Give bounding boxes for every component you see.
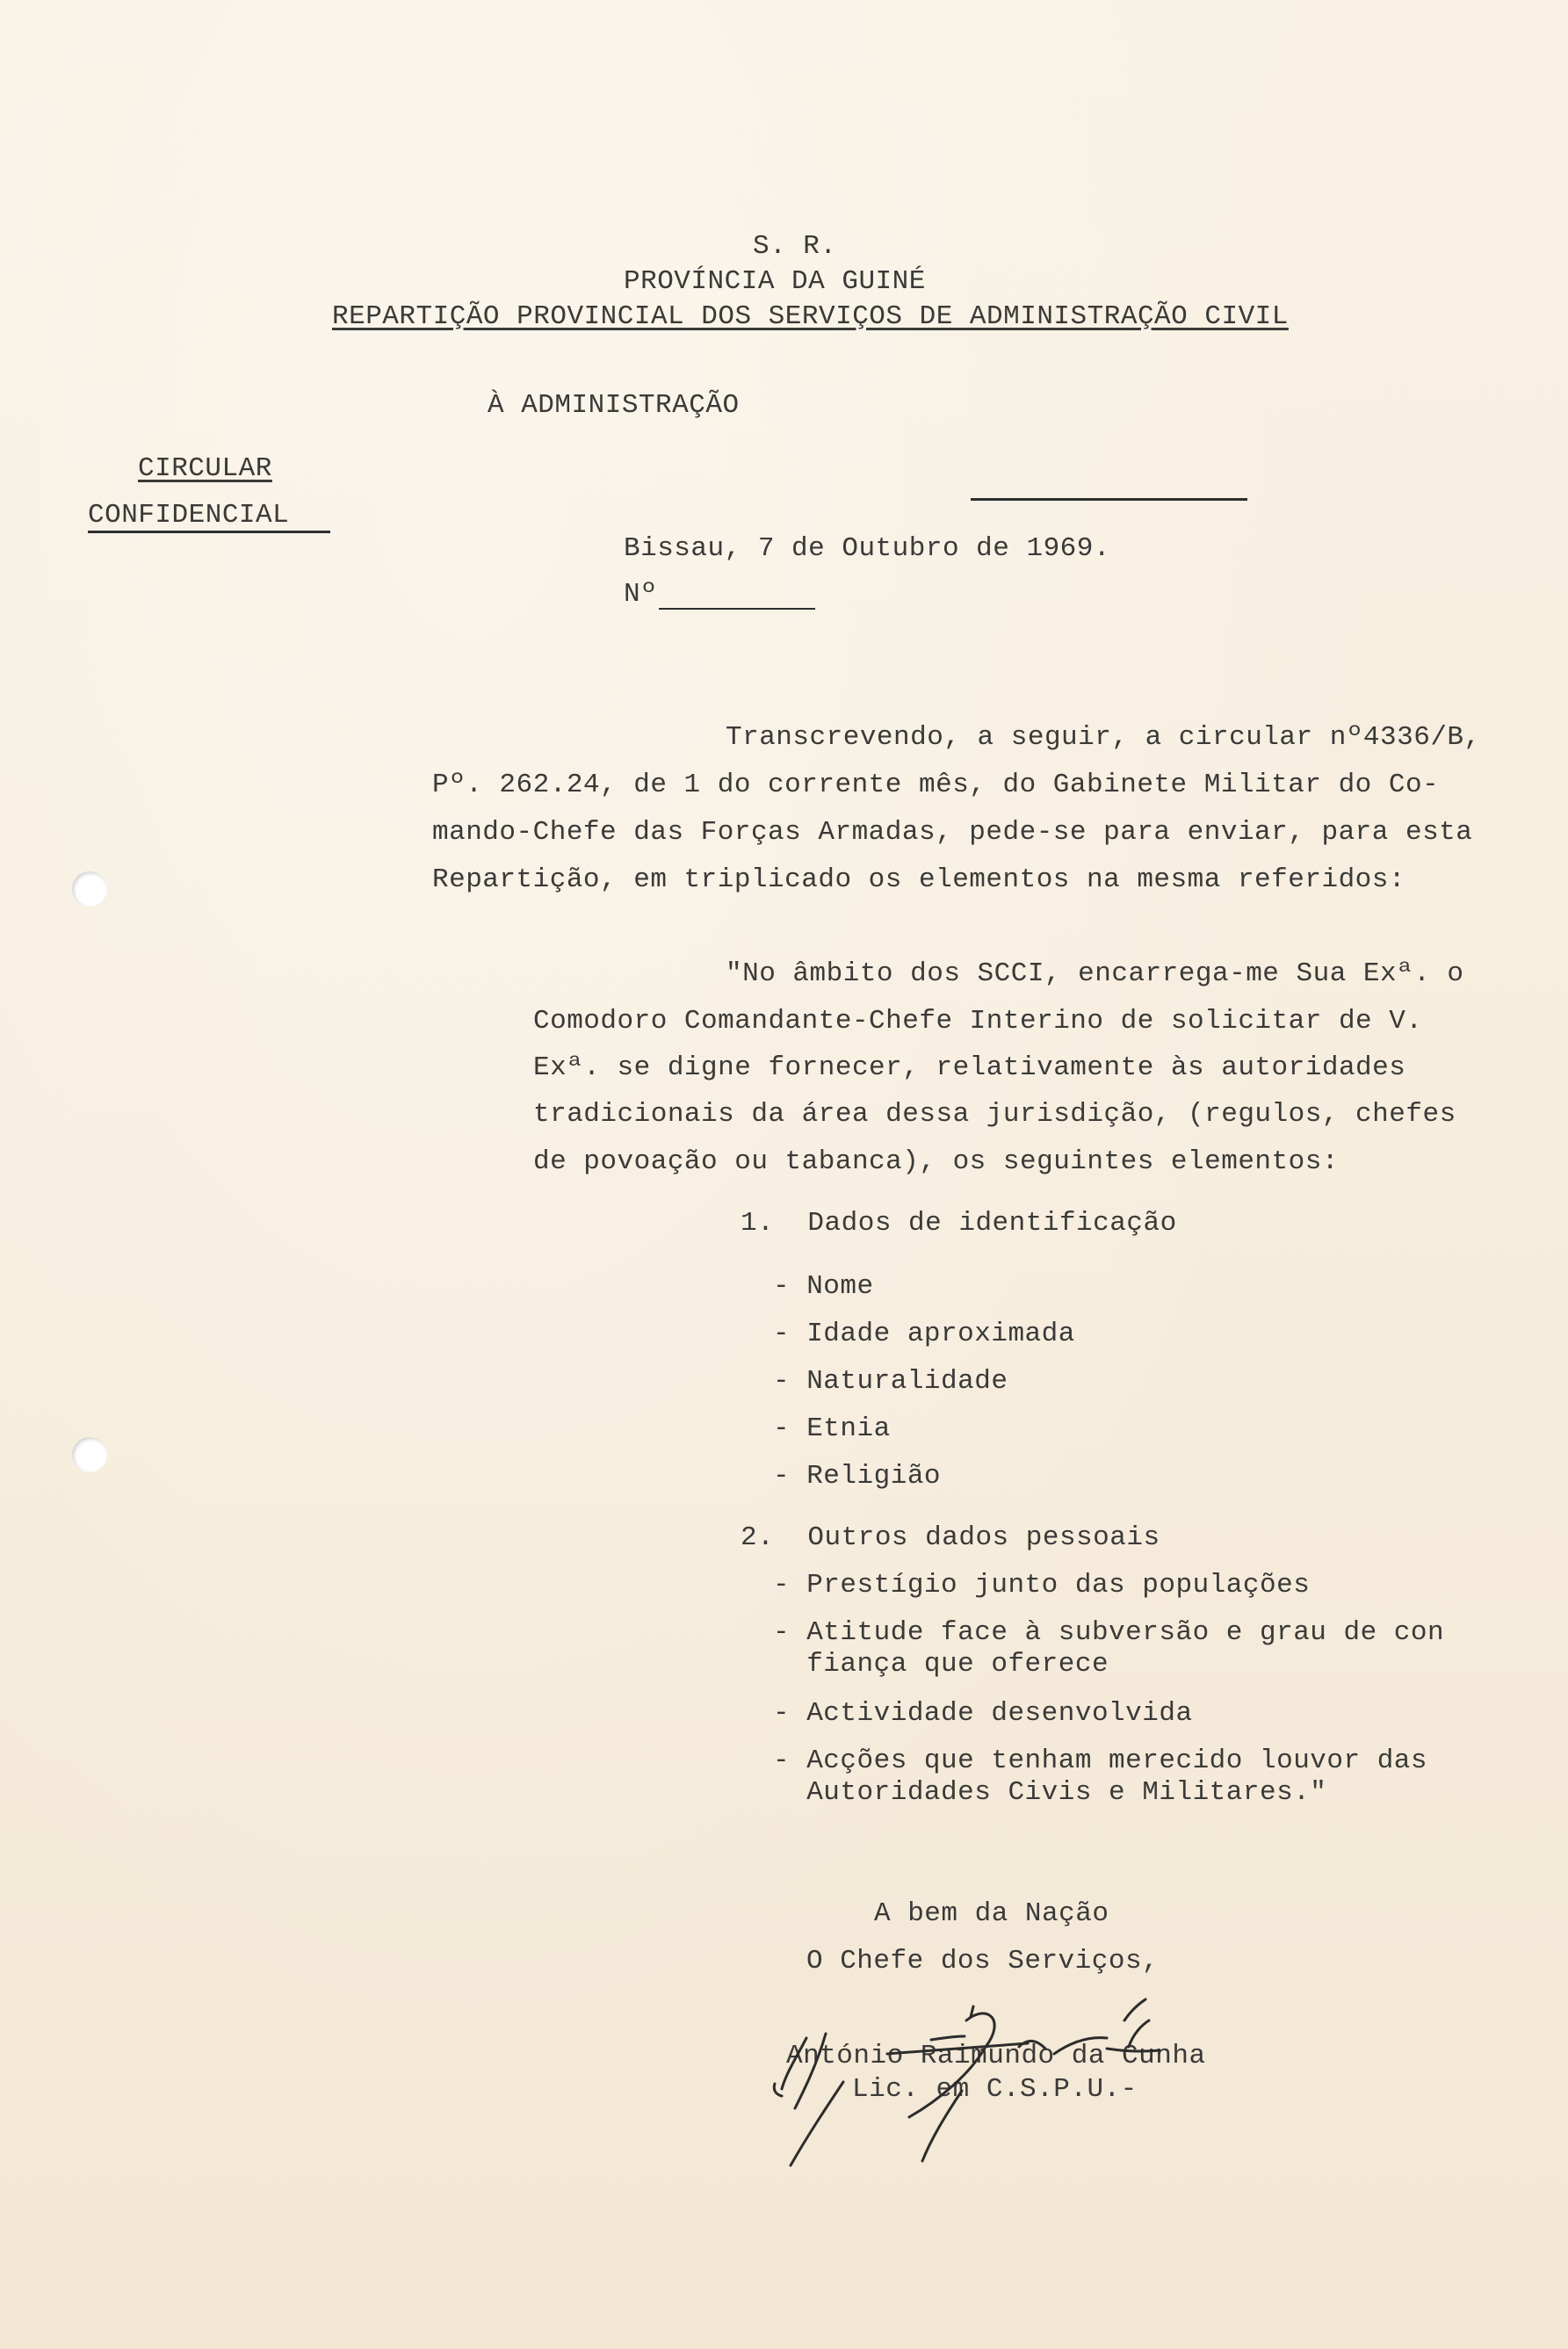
quote-line: Comodoro Comandante-Chefe Interino de solicitar de V. bbox=[533, 1006, 1423, 1037]
section2-item: - Acções que tenham merecido louvor das bbox=[773, 1745, 1428, 1776]
intro-line: Repartição, em triplicado os elementos na mesma referidos: bbox=[432, 864, 1405, 895]
section2-item: - Actividade desenvolvida bbox=[773, 1698, 1193, 1729]
section1-item: - Etnia bbox=[773, 1413, 891, 1444]
section1-item: - Naturalidade bbox=[773, 1366, 1008, 1397]
intro-line: Pº. 262.24, de 1 do corrente mês, do Gabinete Militar do Co- bbox=[432, 770, 1440, 800]
header-sr: S. R. bbox=[753, 231, 837, 262]
classification-underline bbox=[88, 531, 330, 533]
quote-line: tradicionais da área dessa jurisdição, (regulos, chefes bbox=[533, 1099, 1456, 1130]
place-date: Bissau, 7 de Outubro de 1969. bbox=[624, 533, 1110, 564]
handwritten-signature bbox=[755, 1985, 1283, 2179]
classification-circular: CIRCULAR bbox=[138, 453, 272, 484]
section1-item: - Idade aproximada bbox=[773, 1319, 1075, 1349]
quote-line: Exª. se digne fornecer, relativamente às autoridades bbox=[533, 1052, 1406, 1083]
punch-hole bbox=[72, 871, 107, 907]
section1-item: - Religião bbox=[773, 1461, 942, 1492]
section2-item-cont: Autoridades Civis e Militares." bbox=[773, 1777, 1327, 1808]
section1-item: - Nome bbox=[773, 1271, 874, 1302]
addressee: À ADMINISTRAÇÃO bbox=[488, 390, 740, 421]
signer-name: António Raimundo da Cunha bbox=[786, 2041, 1206, 2071]
intro-line: Transcrevendo, a seguir, a circular nº4336/B, bbox=[726, 722, 1481, 753]
intro-line: mando-Chefe das Forças Armadas, pede-se para enviar, para esta bbox=[432, 817, 1473, 848]
classification-confidential: CONFIDENCIAL bbox=[88, 500, 290, 531]
closing-salutation: A bem da Nação bbox=[874, 1898, 1109, 1929]
number-blank bbox=[659, 608, 815, 610]
number-label: Nº bbox=[624, 579, 658, 610]
section2-title: 2. Outros dados pessoais bbox=[741, 1522, 1160, 1553]
reference-line bbox=[971, 498, 1247, 501]
section2-item: - Atitude face à subversão e grau de con bbox=[773, 1617, 1445, 1648]
header-department: REPARTIÇÃO PROVINCIAL DOS SERVIÇOS DE ADMINISTRAÇÃO CIVIL bbox=[332, 301, 1289, 332]
section2-item: - Prestígio junto das populações bbox=[773, 1570, 1311, 1601]
punch-hole bbox=[72, 1437, 107, 1472]
quote-line: de povoação ou tabanca), os seguintes elementos: bbox=[533, 1146, 1339, 1177]
quote-line: "No âmbito dos SCCI, encarrega-me Sua Exª. o bbox=[726, 958, 1464, 989]
signer-credentials: Lic. em C.S.P.U.- bbox=[852, 2074, 1138, 2105]
section2-item-cont: fiança que oferece bbox=[773, 1649, 1109, 1680]
section1-title: 1. Dados de identificação bbox=[741, 1208, 1177, 1239]
header-province: PROVÍNCIA DA GUINÉ bbox=[624, 266, 926, 297]
closing-title: O Chefe dos Serviços, bbox=[806, 1946, 1160, 1977]
